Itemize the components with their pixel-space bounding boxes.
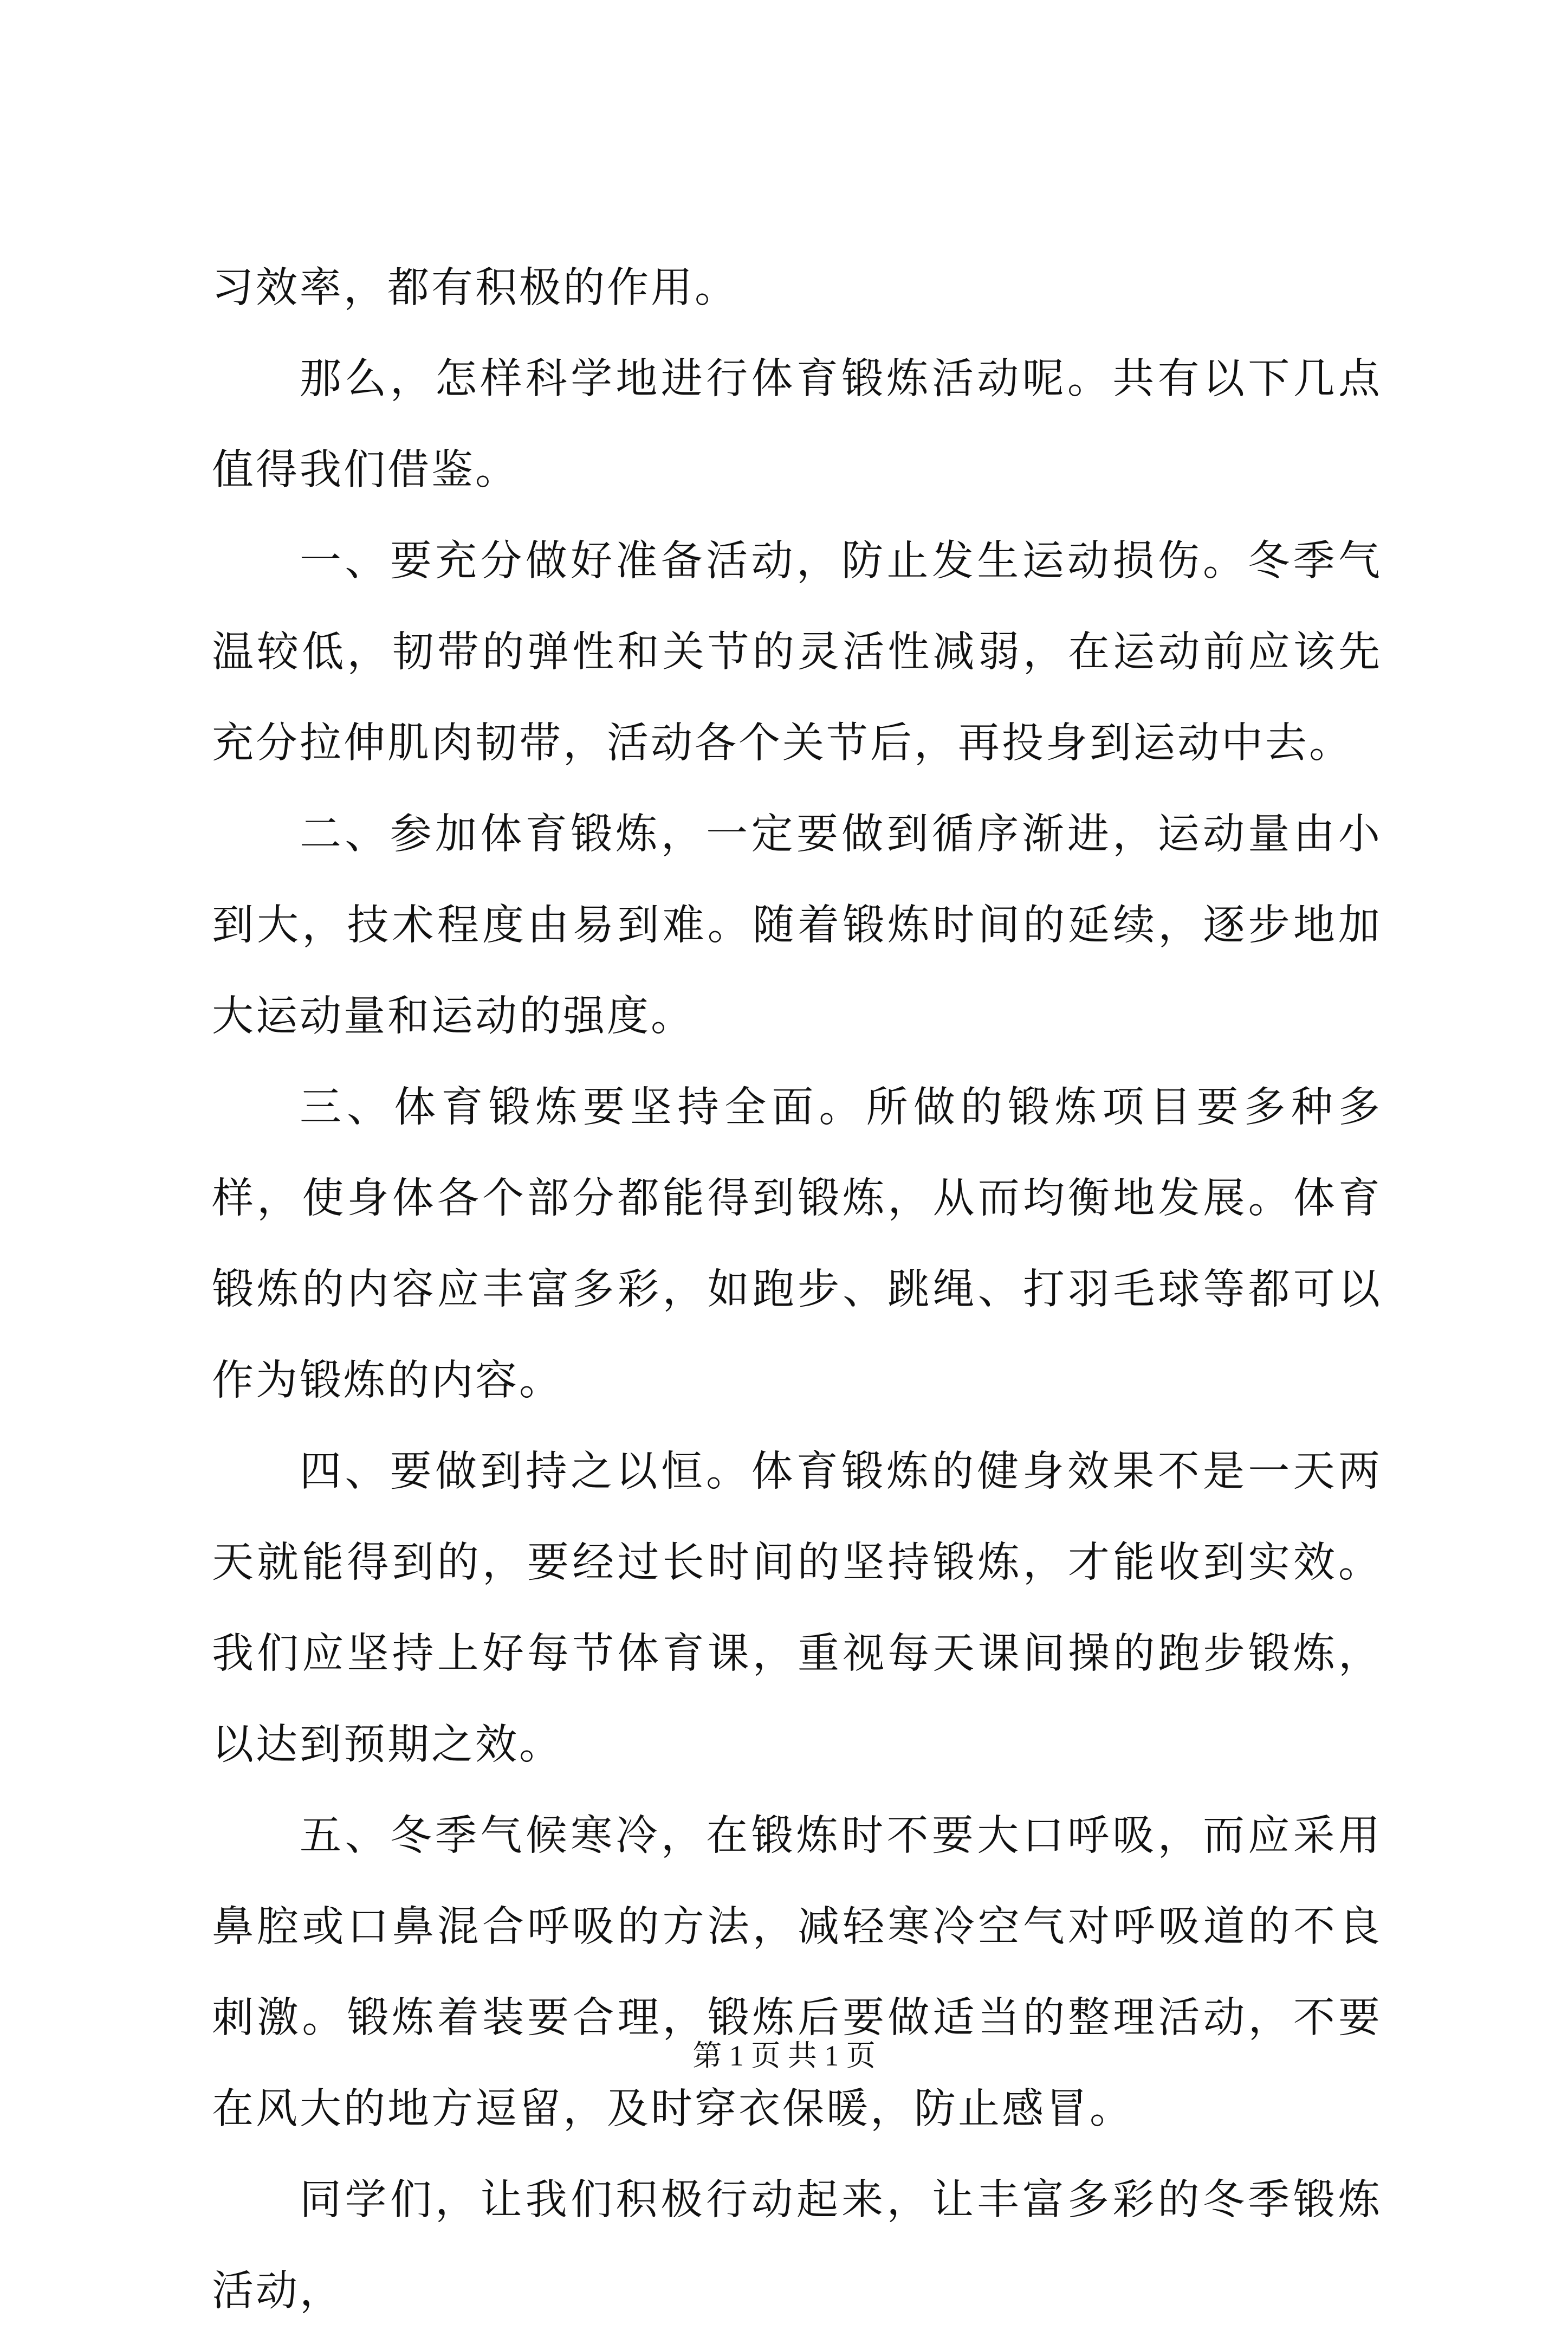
- paragraph-3: 一、要充分做好准备活动，防止发生运动损伤。冬季气温较低，韧带的弹性和关节的灵活性减弱，在运动前应该先充分拉伸肌肉韧带，活动各个关节后，再投身到运动中去。: [212, 537, 1382, 767]
- paragraph-4: 二、参加体育锻炼，一定要做到循序渐进，运动量由小到大，技术程度由易到难。随着锻炼时间的延续，逐步地加大运动量和运动的强度。: [212, 810, 1382, 1041]
- document-body: [212, 243, 1382, 2337]
- paragraph-7: 五、冬季气候寒冷，在锻炼时不要大口呼吸，而应采用鼻腔或口鼻混合呼吸的方法，减轻寒冷空气对呼吸道的不良刺激。锻炼着装要合理，锻炼后要做适当的整理活动，不要在风大的地方逗留，及时穿衣保暖，防止感冒。: [212, 1812, 1382, 2133]
- paragraph-8: 同学们，让我们积极行动起来，让丰富多彩的冬季锻炼活动，: [212, 2176, 1382, 2315]
- paragraph-2: 那么，怎样科学地进行体育锻炼活动呢。共有以下几点值得我们借鉴。: [212, 355, 1382, 494]
- paragraph-5: 三、体育锻炼要坚持全面。所做的锻炼项目要多种多样，使身体各个部分都能得到锻炼，从而均衡地发展。体育锻炼的内容应丰富多彩，如跑步、跳绳、打羽毛球等都可以作为锻炼的内容。: [212, 1083, 1382, 1405]
- page-footer: 第 1 页 共 1 页: [692, 2039, 876, 2072]
- paragraph-6: 四、要做到持之以恒。体育锻炼的健身效果不是一天两天就能得到的，要经过长时间的坚持锻炼，才能收到实效。我们应坚持上好每节体育课，重视每天课间操的跑步锻炼，以达到预期之效。: [212, 1448, 1382, 1769]
- paragraph-1: 习效率，都有积极的作用。: [212, 264, 738, 312]
